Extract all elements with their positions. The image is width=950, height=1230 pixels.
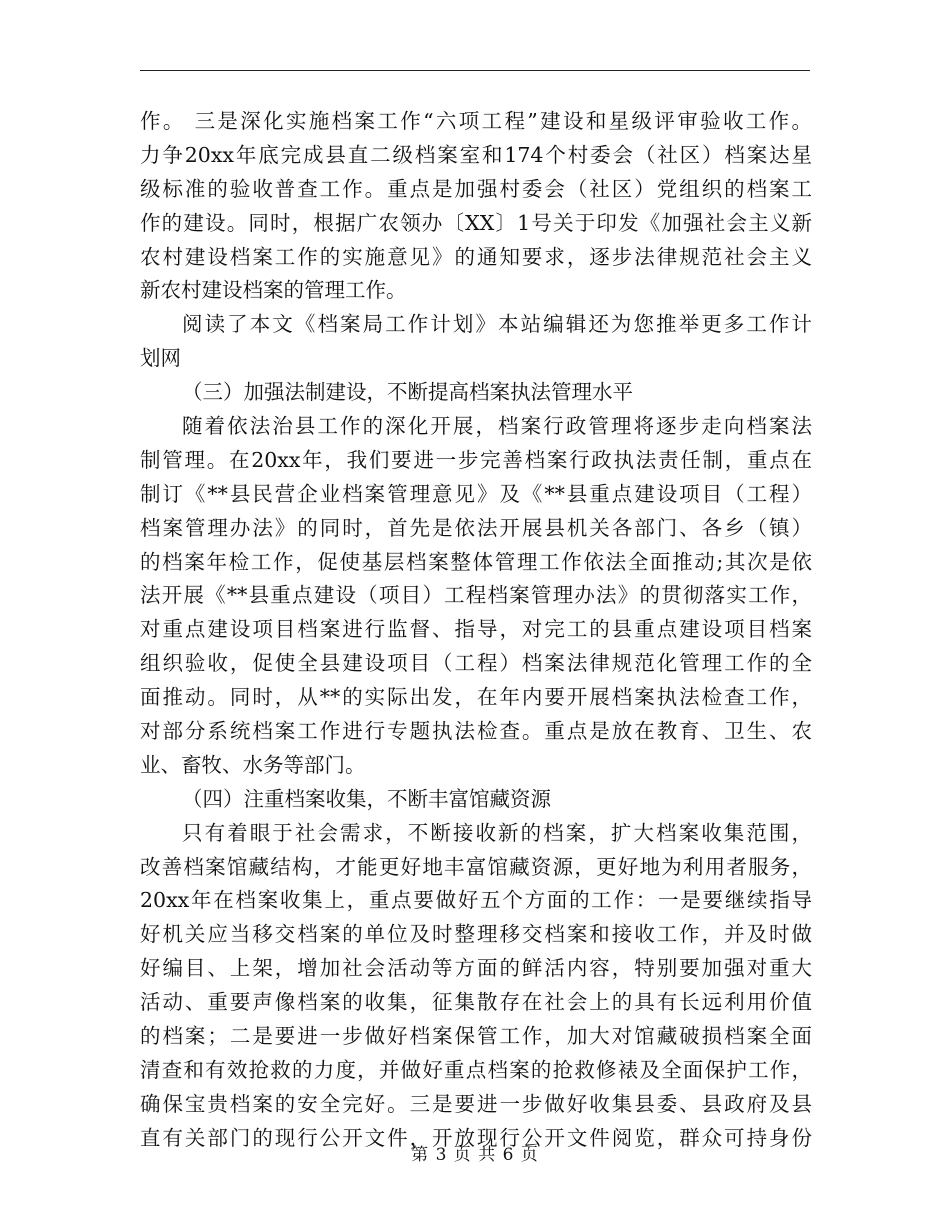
text-line: 的档案年检工作，促使基层档案整体管理工作依法全面推动;其次是依 (140, 549, 812, 574)
header-rule (140, 70, 810, 71)
text-line: 阅读了本文《档案局工作计划》本站编辑还为您推举更多工作计 (182, 312, 812, 337)
text-line: 作。 三是深化实施档案工作“六项工程”建设和星级评审验收工作。 (140, 109, 812, 133)
text-line: 作的建设。同时，根据广农领办〔XX〕1号关于印发《加强社会主义新 (140, 210, 812, 235)
text-line: 力争20xx年底完成县直二级档案室和174个村委会（社区）档案达星 (140, 142, 812, 167)
section-heading: （三）加强法制建设，不断提高档案执法管理水平 (182, 380, 633, 405)
text-line: 新农村建设档案的管理工作。 (140, 278, 407, 303)
text-line: 的档案；二是要进一步做好档案保管工作，加大对馆藏破损档案全面 (140, 1024, 812, 1049)
text-line: 业、畜牧、水务等部门。 (140, 752, 366, 777)
text-line: 划网 (140, 346, 181, 371)
text-line: 法开展《**县重点建设（项目）工程档案管理办法》的贯彻落实工作， (140, 583, 812, 608)
text-line: 档案管理办法》的同时，首先是依法开展县机关各部门、各乡（镇） (140, 515, 812, 540)
text-line: 组织验收，促使全县建设项目（工程）档案法律规范化管理工作的全 (140, 651, 812, 676)
text-line: 活动、重要声像档案的收集，征集散存在社会上的具有长远利用价值 (140, 990, 812, 1015)
text-line: 制管理。在20xx年，我们要进一步完善档案行政执法责任制，重点在 (140, 447, 812, 472)
text-line: 只有着眼于社会需求，不断接收新的档案，扩大档案收集范围， (182, 820, 812, 845)
text-line: 面推动。同时，从**的实际出发，在年内要开展档案执法检查工作， (140, 685, 812, 710)
text-line: 级标准的验收普查工作。重点是加强村委会（社区）党组织的档案工 (140, 176, 812, 201)
text-line: 制订《**县民营企业档案管理意见》及《**县重点建设项目（工程） (140, 481, 812, 506)
text-line: 农村建设档案工作的实施意见》的通知要求，逐步法律规范社会主义 (140, 244, 812, 269)
page-number: 第 3 页 共 6 页 (411, 1145, 539, 1165)
text-line: 清查和有效抢救的力度，并做好重点档案的抢救修裱及全面保护工作， (140, 1057, 812, 1082)
text-line: 改善档案馆藏结构，才能更好地丰富馆藏资源，更好地为利用者服务， (140, 854, 812, 879)
section-heading: （四）注重档案收集，不断丰富馆藏资源 (182, 786, 551, 811)
document-body (140, 105, 812, 1156)
text-line: 好编目、上架，增加社会活动等方面的鲜活内容，特别要加强对重大 (140, 956, 812, 981)
text-line: 对重点建设项目档案进行监督、指导，对完工的县重点建设项目档案 (140, 617, 812, 642)
text-line: 确保宝贵档案的安全完好。三是要进一步做好收集县委、县政府及县 (140, 1091, 812, 1116)
text-line: 好机关应当移交档案的单位及时整理移交档案和接收工作，并及时做 (140, 922, 812, 947)
text-line: 对部分系统档案工作进行专题执法检查。重点是放在教育、卫生、农 (140, 719, 812, 744)
text-line: 20xx年在档案收集上，重点要做好五个方面的工作：一是要继续指导 (140, 888, 812, 913)
text-line: 直有关部门的现行公开文件，开放现行公开文件阅览，群众可持身份 (140, 1125, 812, 1150)
text-line: 随着依法治县工作的深化开展，档案行政管理将逐步走向档案法 (182, 414, 812, 439)
